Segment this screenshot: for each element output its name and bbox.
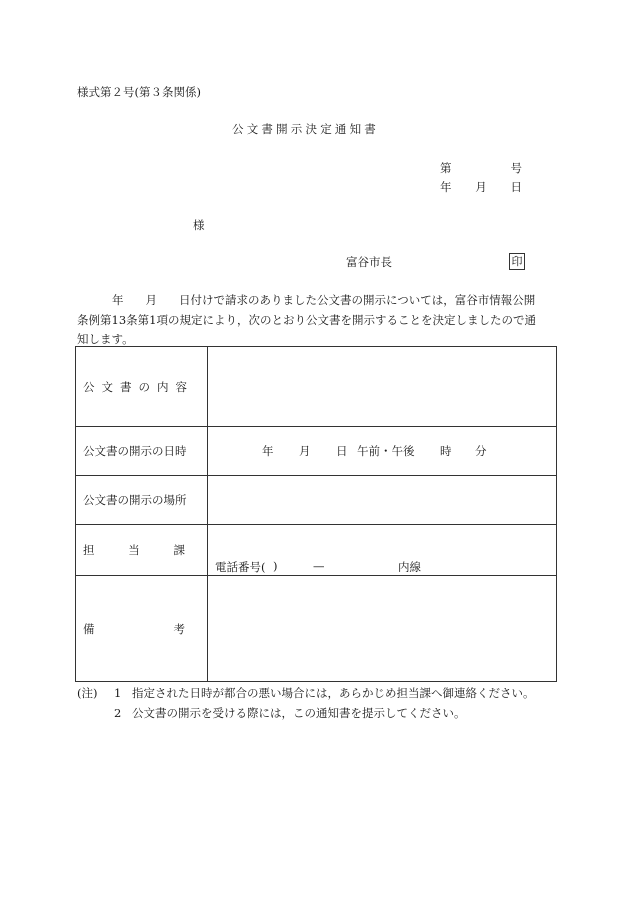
label-char: 備 xyxy=(83,621,95,636)
date-day-label: 日 xyxy=(510,180,522,194)
row-label-content xyxy=(76,347,208,427)
phone-label: 電話番号( xyxy=(215,560,266,574)
row-label-datetime: 公文書の開示の日時 xyxy=(76,427,208,476)
label-char: 書 xyxy=(120,379,132,394)
location-field[interactable] xyxy=(208,476,557,525)
document-date xyxy=(440,182,522,194)
table-row xyxy=(76,347,557,427)
note-item xyxy=(77,704,535,724)
document-number-suffix: 号 xyxy=(510,161,522,175)
table-row xyxy=(76,525,557,576)
disclosure-form-table xyxy=(75,346,557,682)
body-line-3: 知します。 xyxy=(77,332,134,346)
label-char: 公 xyxy=(83,379,95,394)
body-line-1 xyxy=(77,291,560,311)
datetime-hour: 時 xyxy=(440,444,452,458)
issuer-name: 富谷市長 xyxy=(346,255,392,269)
department-field[interactable] xyxy=(208,525,557,576)
datetime-month: 月 xyxy=(299,444,311,458)
datetime-day: 日 xyxy=(336,444,348,458)
table-row xyxy=(76,476,557,525)
label-char: の xyxy=(138,379,150,394)
addressee: 様 xyxy=(193,218,205,232)
document-title: 公文書開示決定通知書 xyxy=(232,122,379,136)
label-char: 当 xyxy=(128,543,140,557)
label-char: 内 xyxy=(157,379,169,394)
table-row xyxy=(76,576,557,682)
note-number: 2 xyxy=(114,705,122,720)
body-line-2: 条例第13条第1項の規定により，次のとおり公文書を開示することを決定しましたので通 xyxy=(77,312,536,327)
document-number xyxy=(440,163,522,175)
note-text: 公文書の開示を受ける際には，この通知書を提示してください。 xyxy=(132,705,466,720)
note-text: 指定された日時が都合の悪い場合には，あらかじめ担当課へ御連絡ください。 xyxy=(132,686,535,700)
table-row xyxy=(76,427,557,476)
body-paragraph xyxy=(77,291,560,350)
datetime-year: 年 xyxy=(262,444,274,458)
label-char: 容 xyxy=(175,379,187,394)
row-label-location: 公文書の開示の場所 xyxy=(76,476,208,525)
date-year-label: 年 xyxy=(440,180,452,194)
row-label-remarks xyxy=(76,576,208,682)
label-char: 考 xyxy=(173,621,185,636)
phone-dash: — xyxy=(313,559,325,573)
date-month-label: 月 xyxy=(475,180,487,194)
content-field[interactable] xyxy=(208,347,557,427)
row-label-department xyxy=(76,525,208,576)
body-year: 年 xyxy=(112,293,124,307)
extension-label: 内線 xyxy=(398,560,421,574)
form-reference: 様式第２号(第３条関係) xyxy=(77,85,201,99)
datetime-field[interactable] xyxy=(208,427,557,476)
notes-prefix: (注) xyxy=(77,686,98,700)
remarks-field[interactable] xyxy=(208,576,557,682)
label-char: 課 xyxy=(173,543,185,557)
datetime-ampm: 午前・午後 xyxy=(357,444,415,458)
document-number-label: 第 xyxy=(440,161,452,175)
note-number: 1 xyxy=(114,686,122,700)
body-line-1-text: 日付けで請求のありました公文書の開示については，富谷市情報公開 xyxy=(179,293,536,307)
datetime-minute: 分 xyxy=(475,444,487,458)
notes xyxy=(77,684,535,723)
phone-paren-close: ) xyxy=(273,559,278,573)
label-char: 文 xyxy=(101,379,113,394)
body-month: 月 xyxy=(145,293,157,307)
note-item xyxy=(77,684,535,704)
seal-mark: 印 xyxy=(509,253,525,270)
label-char: 担 xyxy=(83,543,95,557)
